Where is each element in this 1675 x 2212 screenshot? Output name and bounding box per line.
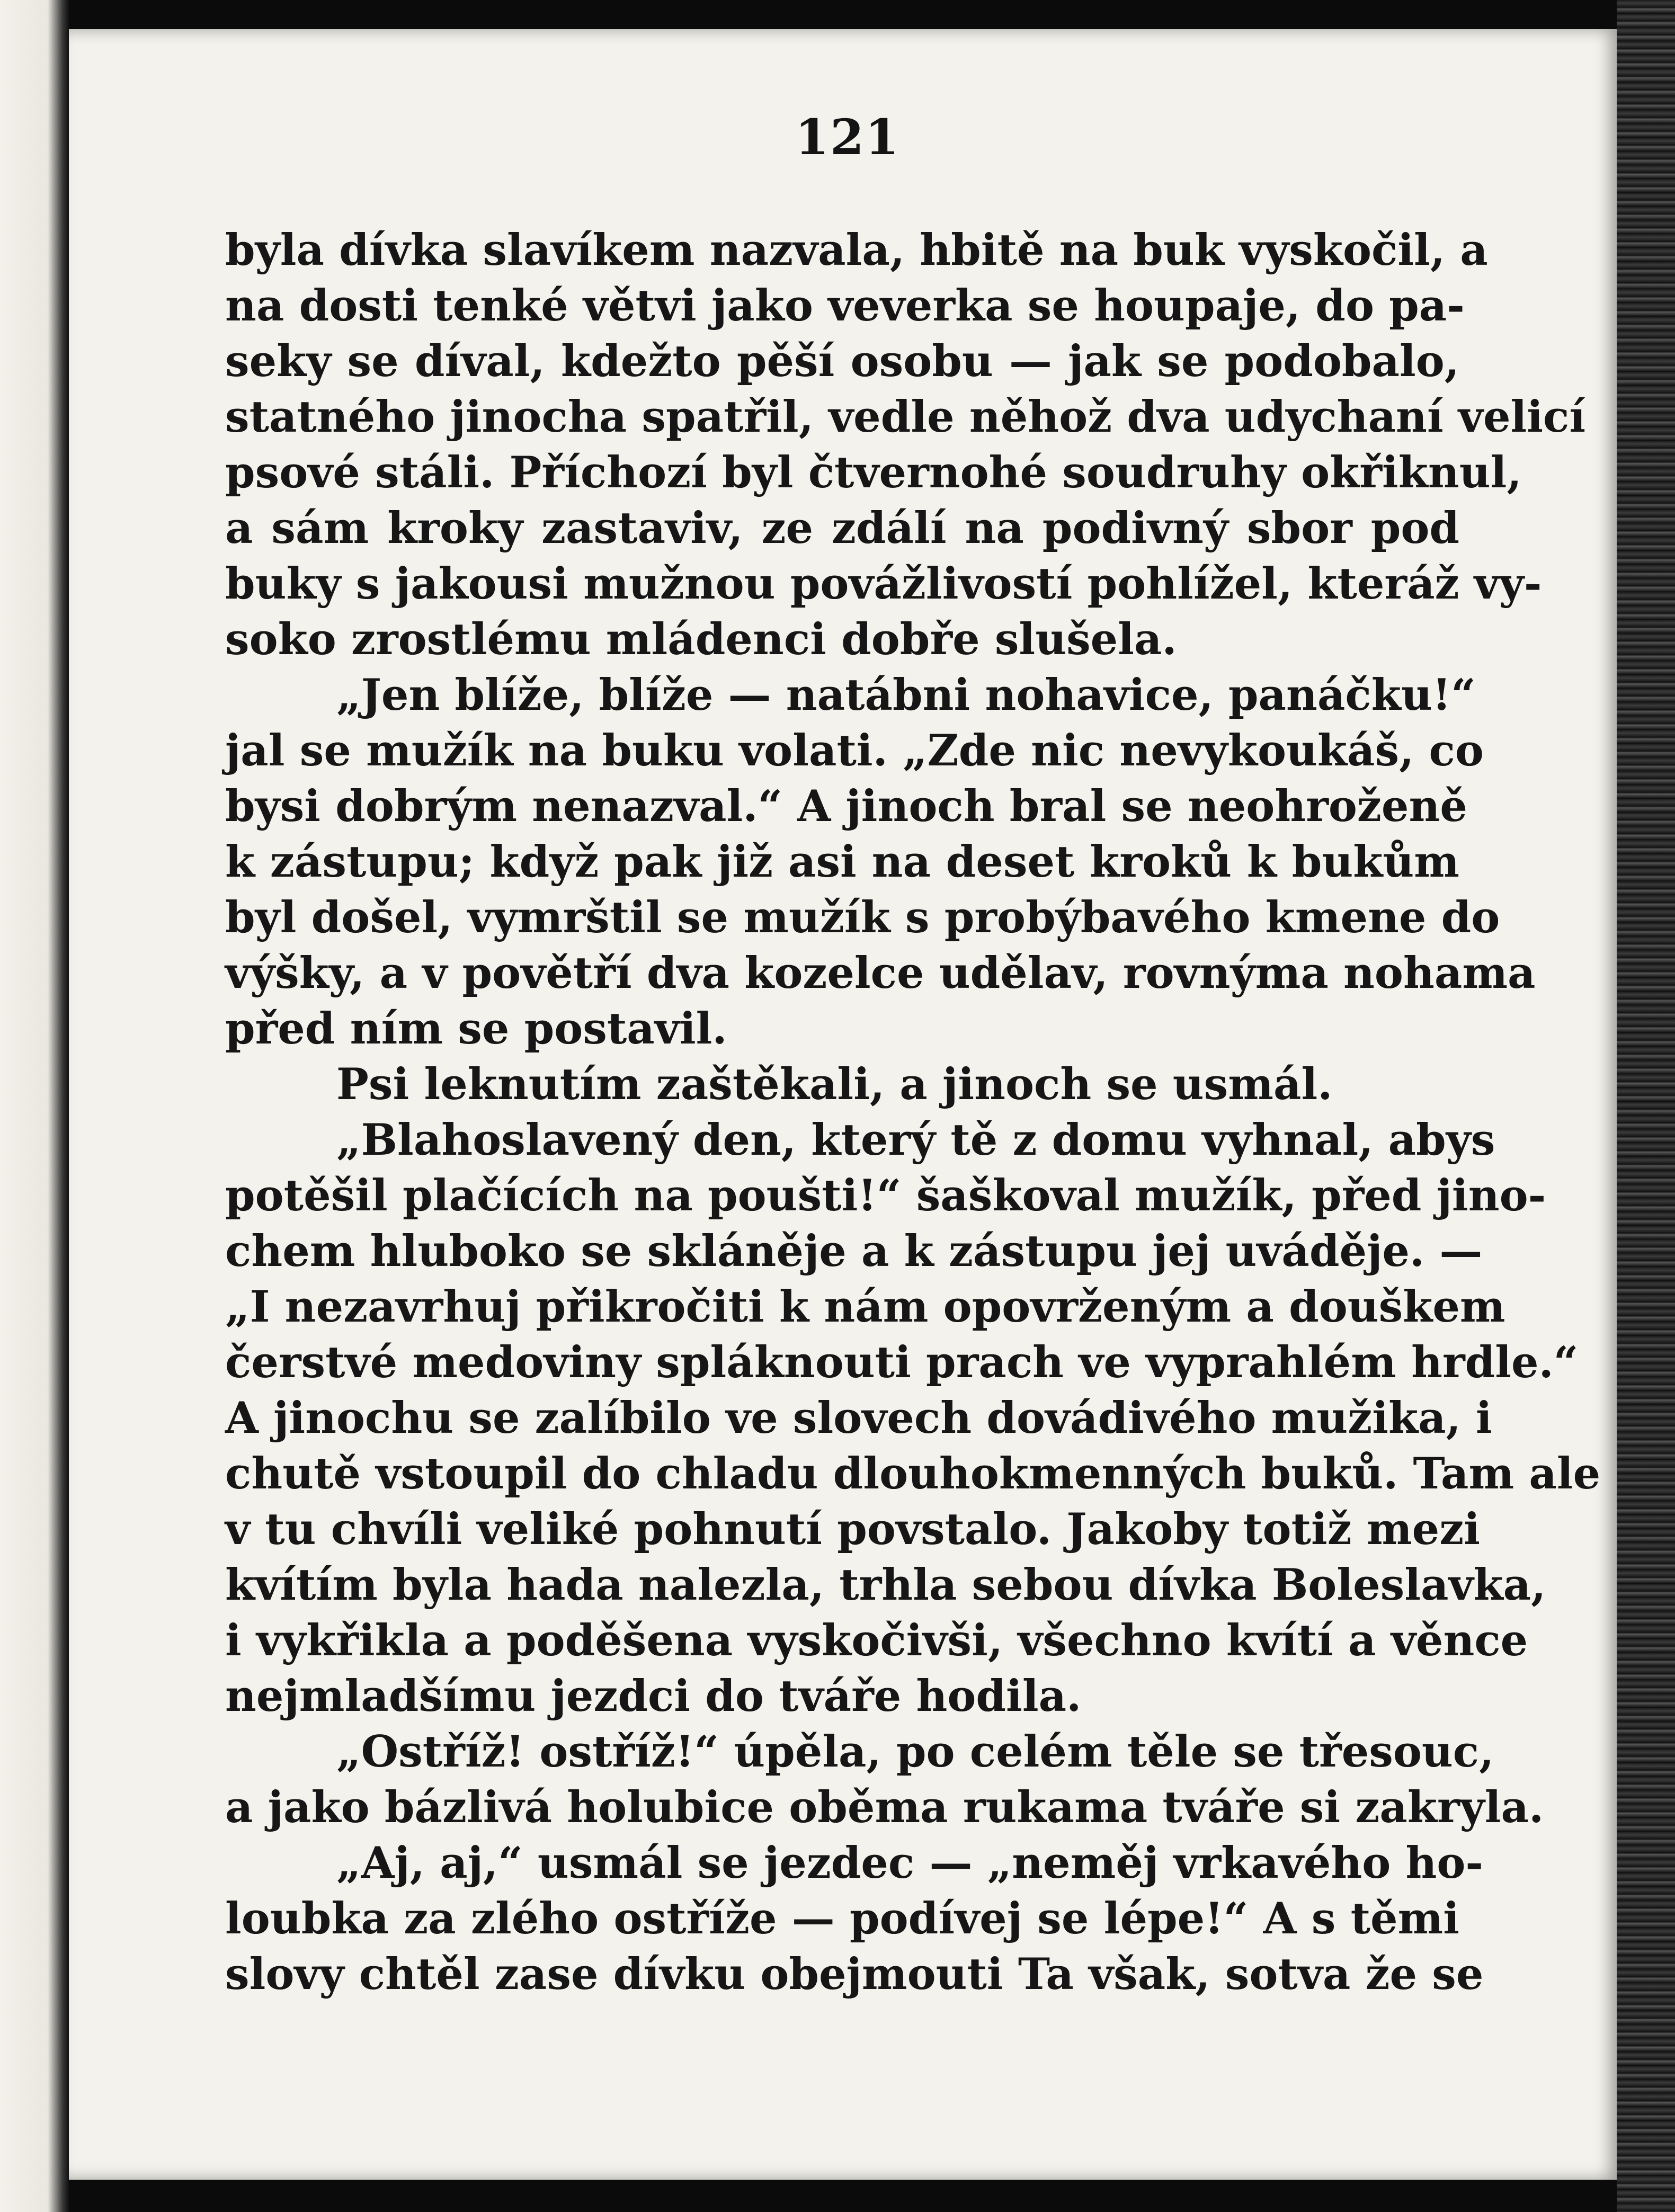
text-line: nejmladšímu jezdci do tváře hodila. xyxy=(225,1671,1082,1722)
text-line: seky se díval, kdežto pěší osobu — jak se podobalo, xyxy=(225,336,1459,387)
text-line: slovy chtěl zase dívku obejmouti Ta však, sotva že se xyxy=(225,1949,1484,2000)
text-line: a sám kroky zastaviv, ze zdálí na podivný sbor pod xyxy=(225,503,1459,554)
text-line: „Jen blíže, blíže — natábni nohavice, panáčku!“ xyxy=(336,670,1476,720)
text-line: „Aj, aj,“ usmál se jezdec — „neměj vrkavého ho- xyxy=(336,1838,1484,1888)
text-line: „I nezavrhuj přikročiti k nám opovrženým a douškem xyxy=(225,1282,1505,1332)
text-line: v tu chvíli veliké pohnutí povstalo. Jakoby totiž mezi xyxy=(225,1504,1480,1555)
text-line: chutě vstoupil do chladu dlouhokmenných buků. Tam ale xyxy=(225,1449,1601,1499)
text-line: i vykřikla a poděšena vyskočivši, všechno kvítí a věnce xyxy=(225,1616,1528,1666)
text-line: výšky, a v povětří dva kozelce udělav, rovnýma nohama xyxy=(225,948,1536,998)
book-binding-edge xyxy=(1617,0,1675,2212)
text-line: soko zrostlému mládenci dobře slušela. xyxy=(225,614,1177,665)
page-number: 121 xyxy=(795,109,901,166)
text-line: byla dívka slavíkem nazvala, hbitě na buk vyskočil, a xyxy=(225,225,1488,275)
text-line: Psi leknutím zaštěkali, a jinoch se usmál. xyxy=(336,1059,1333,1110)
text-line: psové stáli. Příchozí byl čtvernohé soudruhy okřiknul, xyxy=(225,448,1522,498)
text-line: loubka za zlého ostříže — podívej se lépe!“ A s těmi xyxy=(225,1894,1459,1944)
body-text xyxy=(225,222,1601,2002)
text-line: buky s jakousi mužnou povážlivostí pohlížel, kteráž vy- xyxy=(225,559,1542,609)
text-line: bysi dobrým nenazval.“ A jinoch bral se neohroženě xyxy=(225,781,1467,832)
left-page-edge xyxy=(0,0,69,2212)
text-line: potěšil plačících na poušti!“ šaškoval mužík, před jino- xyxy=(225,1171,1546,1221)
text-line: jal se mužík na buku volati. „Zde nic nevykoukáš, co xyxy=(225,726,1484,776)
text-line: A jinochu se zalíbilo ve slovech dovádivého mužika, i xyxy=(225,1393,1492,1443)
text-line: před ním se postavil. xyxy=(225,1004,727,1054)
text-line: k zástupu; když pak již asi na deset kroků k bukům xyxy=(225,837,1459,887)
text-line: kvítím byla hada nalezla, trhla sebou dívka Boleslavka, xyxy=(225,1560,1546,1610)
text-line: „Ostříž! ostříž!“ úpěla, po celém těle se třesouc, xyxy=(336,1727,1494,1777)
text-line: byl došel, vymrštil se mužík s probýbavého kmene do xyxy=(225,893,1500,943)
text-line: „Blahoslavený den, který tě z domu vyhnal, abys xyxy=(336,1115,1495,1165)
text-line: čerstvé medoviny spláknouti prach ve vyprahlém hrdle.“ xyxy=(225,1337,1579,1388)
text-line: chem hluboko se skláněje a k zástupu jej uváděje. — xyxy=(225,1226,1483,1277)
text-line: a jako bázlivá holubice oběma rukama tváře si zakryla. xyxy=(225,1782,1544,1833)
text-line: statného jinocha spatřil, vedle něhož dva udychaní velicí xyxy=(225,392,1586,442)
text-line: na dosti tenké větvi jako veverka se houpaje, do pa- xyxy=(225,281,1465,331)
